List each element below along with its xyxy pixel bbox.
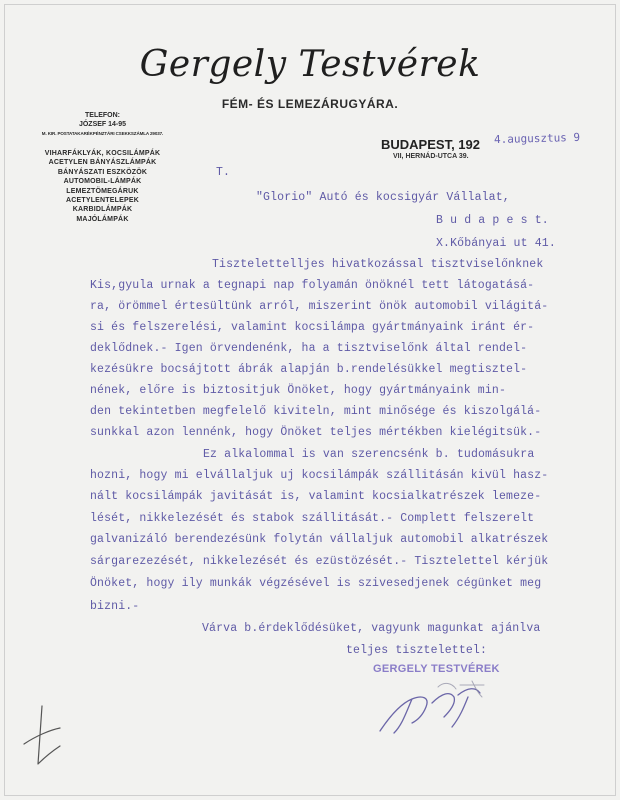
product-item: MAJÓLÁMPÁK (76, 215, 129, 223)
telefon-label: TELEFON: (85, 112, 120, 119)
product-item: ACETYLENTELEPEK (65, 197, 139, 205)
recipient-city: B u d a p e s t. (436, 214, 549, 227)
body-line: Kis,gyula urnak a tegnapi nap folyamán önöknél tett látogatásá- (90, 279, 535, 292)
body-line: bizni.- (90, 600, 140, 613)
body-line: kezésükre bocsájtott ábrák alapján b.rendelésükkel megtisztel- (90, 363, 528, 376)
closing-line: teljes tisztelettel: (346, 644, 488, 657)
handwritten-signature (372, 673, 502, 743)
body-line: nált kocsilámpák javitását is, valamint kocsialkatrészek lemeze- (90, 490, 542, 503)
salutation: T. (216, 166, 231, 179)
body-line: sárgarezezését, nikkelezését és ezüstözését.- Tisztelettel kérjük (90, 555, 549, 568)
body-line: lését, nikkelezését és stabok szállitását.- Complett felszerelt (90, 512, 535, 525)
body-line: den tekintetben megfelelő kiviteln, mint minősége és kiszolgálá- (90, 405, 542, 418)
telefon-number: JÓZSEF 14-95 (78, 121, 127, 128)
body-line: deklődnek.- Igen örvendenénk, ha a tisztviselőnk által rendel- (90, 342, 528, 355)
closing-line: Várva b.érdeklődésüket, vagyunk magunkat ajánlva (202, 622, 541, 635)
product-list (30, 149, 175, 224)
recipient-name: "Glorio" Autó és kocsigyár Vállalat, (256, 191, 510, 204)
body-line: Önöket, hogy ily munkák végzésével is szivesedjenek cégünket meg (90, 577, 542, 590)
body-line: nének, előre is biztositjuk Önöket, hogy gyártmányaink min- (90, 384, 507, 397)
body-line: Tisztelettelljes hivatkozással tisztviselőnknek (212, 258, 544, 271)
body-line: si és felszerelési, valamint kocsilámpa gyártmányaink iránt ér- (90, 321, 535, 334)
product-item: AUTOMOBIL-LÁMPÁK (63, 178, 142, 186)
letter-date: 4.augusztus 9 (493, 130, 581, 147)
body-line: sunkkal azon lennénk, hogy Önöket teljes mértékben kielégitsük.- (90, 426, 542, 439)
city-year: BUDAPEST, 192 (381, 137, 480, 152)
postacheck-account: M. KIR. POSTATAKARÉKPÉNZTÁRI CSEKKSZÁMLA 29037. (41, 131, 164, 136)
company-subtitle: FÉM- ÉS LEMEZÁRUGYÁRA. (221, 97, 399, 111)
body-line: galvanizáló berendezésünk folytán vállaljuk automobil alkatrészek (90, 533, 549, 546)
product-item: LEMEZTÖMEGÁRUK (66, 187, 139, 195)
street-address: VII, HERNÁD-UTCA 39. (393, 153, 469, 160)
recipient-street: X.Kőbányai ut 41. (436, 237, 556, 250)
margin-pencil-mark (16, 700, 66, 770)
product-item: ACETYLEN BÁNYÁSZLÁMPÁK (48, 159, 157, 167)
body-line: hozni, hogy mi elvállaljuk uj kocsilámpák szállitásán kivül hasz- (90, 469, 549, 482)
body-line: ra, örömmel értesültünk arról, miszerint önök automobil világitá- (90, 300, 549, 313)
product-item: VIHARFÁKLYÁK, KOCSILÁMPÁK (44, 150, 161, 157)
product-item: BÁNYÁSZATI ESZKÖZÖK (57, 168, 148, 176)
company-stamp: GERGELY TESTVÉREK (373, 663, 500, 675)
product-item: KARBIDLÁMPÁK (72, 206, 133, 214)
company-name: Gergely Testvérek (139, 44, 481, 85)
body-line: Ez alkalommal is van szerencsénk b. tudomásukra (203, 448, 535, 461)
